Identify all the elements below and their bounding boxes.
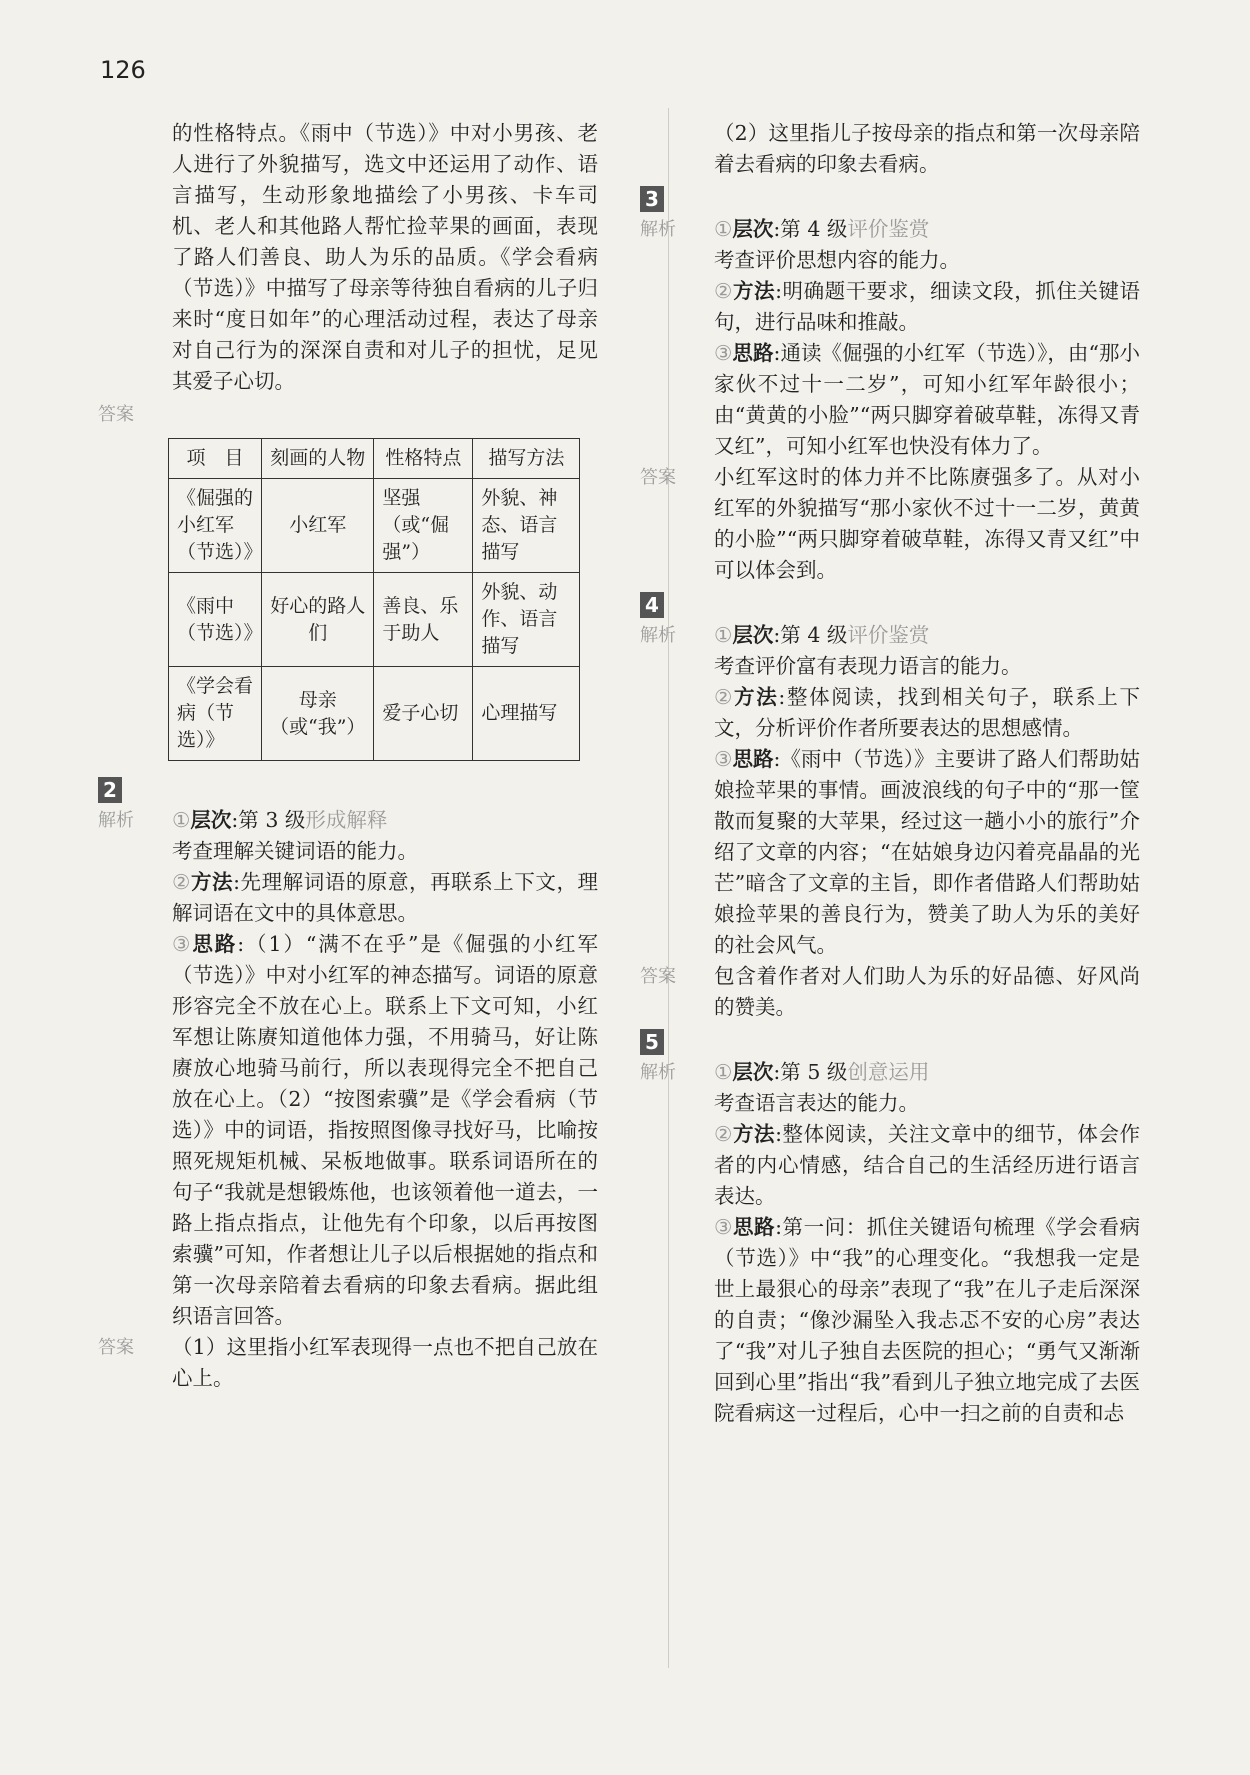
analysis-tag: 解析	[640, 1062, 676, 1083]
answer-tag: 答案	[98, 1337, 134, 1358]
analysis-tag: 解析	[98, 810, 134, 831]
q2-answer-block	[98, 1332, 598, 1394]
q2-answer-2-block	[640, 118, 1140, 180]
method-line: ②方法:明确题干要求，细读文段，抓住关键语句，进行品味和推敲。	[714, 279, 1141, 334]
analysis-tag: 解析	[640, 219, 676, 240]
table-cell: 外貌、神态、语言描写	[473, 479, 580, 573]
method-line: ②方法:整体阅读，关注文章中的细节，体会作者的内心情感，结合自己的生活经历进行语言表达。	[714, 1122, 1141, 1208]
level-line: ①层次:第 4 级评价鉴赏	[714, 217, 930, 241]
intro-block	[98, 118, 598, 397]
table-header-cell: 描写方法	[473, 439, 580, 479]
level-line: ①层次:第 3 级形成解释	[172, 808, 388, 832]
table-cell: 《雨中（节选）》	[169, 573, 262, 667]
page-number: 126	[100, 56, 146, 84]
table-cell: 心理描写	[473, 667, 580, 761]
answer-tag: 答案	[98, 404, 134, 425]
table-row	[169, 479, 580, 573]
table-row	[169, 667, 580, 761]
q2-answer-2: （2）这里指儿子按母亲的指点和第一次母亲陪着去看病的印象去看病。	[714, 121, 1140, 176]
answer-table	[168, 438, 580, 761]
idea-line: ③思路:（1）“满不在乎”是《倔强的小红军（节选）》中对小红军的神态描写。词语的原意形容完全不放在心上。联系上下文可知，小红军想让陈赓知道他体力强，不用骑马，好让陈赓放心地骑马前行，所以表现得完全不把自己放在心上。（2）“按图索骥”是《学会看病（节选）》中的词语，指按照图像寻找好马，比喻按照死规矩机械、呆板地做事。联系词语所在的句子“我就是想锻炼他，也该领着他一道去，一路上指点指点，让他先有个印象，以后再按图索骥”可知，作者想让儿子以后根据她的指点和第一次母亲陪着去看病的印象去看病。据此组织语言回答。	[172, 932, 598, 1328]
question-number-5: 5	[640, 1029, 664, 1055]
idea-line: ③思路:《雨中（节选）》主要讲了路人们帮助姑娘捡苹果的事情。画波浪线的句子中的“那一筐散而复聚的大苹果，经过这一趟小小的旅行”介绍了文章的内容；“在姑娘身边闪着亮晶晶的光芒”暗含了文章的主旨，即作者借路人们帮助姑娘捡苹果的善良行为，赞美了助人为乐的美好的社会风气。	[714, 747, 1141, 957]
intro-paragraph: 的性格特点。《雨中（节选）》中对小男孩、老人进行了外貌描写，选文中还运用了动作、语言描写，生动形象地描绘了小男孩、卡车司机、老人和其他路人帮忙捡苹果的画面，表现了路人们善良、助人为乐的品质。《学会看病（节选）》中描写了母亲等待独自看病的儿子归来时“度日如年”的心理活动过程，表达了母亲对自己行为的深深自责和对儿子的担忧，足见其爱子心切。	[172, 121, 598, 393]
question-number-3: 3	[640, 186, 664, 212]
q5-analysis-block	[640, 1057, 1140, 1429]
analysis-tag: 解析	[640, 625, 676, 646]
table-cell: 坚强（或“倔强”）	[374, 479, 473, 573]
answer-tag: 答案	[640, 467, 676, 488]
table-cell: 善良、乐于助人	[374, 573, 473, 667]
level-line: ①层次:第 5 级创意运用	[714, 1060, 930, 1084]
q4-analysis-block	[640, 620, 1140, 961]
table-cell: 好心的路人们	[262, 573, 374, 667]
q4-answer: 包含着作者对人们助人为乐的好品德、好风尚的赞美。	[714, 964, 1140, 1019]
idea-line: ③思路:第一问：抓住关键语句梳理《学会看病（节选）》中“我”的心理变化。“我想我一定是世上最狠心的母亲”表现了“我”在儿子走后深深的自责；“像沙漏坠入我忐忑不安的心房”表达了“我”对儿子独自去医院的担心；“勇气又渐渐回到心里”指出“我”看到儿子独立地完成了去医院看病这一过程后，心中一扫之前的自责和忐	[714, 1215, 1141, 1425]
left-column	[98, 118, 598, 1394]
table-cell: 爱子心切	[374, 667, 473, 761]
q3-answer: 小红军这时的体力并不比陈赓强多了。从对小红军的外貌描写“那小家伙不过十一二岁，黄黄的小脸”“两只脚穿着破草鞋，冻得又青又红”中可以体会到。	[714, 465, 1140, 582]
question-number-2: 2	[98, 777, 122, 803]
table-cell: 小红军	[262, 479, 374, 573]
table-row	[169, 573, 580, 667]
level-desc: 考查理解关键词语的能力。	[172, 839, 418, 863]
table-header-row	[169, 439, 580, 479]
table-cell: 母亲（或“我”）	[262, 667, 374, 761]
table-cell: 外貌、动作、语言描写	[473, 573, 580, 667]
level-desc: 考查评价富有表现力语言的能力。	[714, 654, 1022, 678]
question-number-4: 4	[640, 592, 664, 618]
q3-answer-block	[640, 462, 1140, 586]
right-column	[640, 118, 1140, 1429]
answer-tag: 答案	[640, 966, 676, 987]
table-header-cell: 性格特点	[374, 439, 473, 479]
q2-answer-1: （1）这里指小红军表现得一点也不把自己放在心上。	[172, 1335, 598, 1390]
table-header-cell: 刻画的人物	[262, 439, 374, 479]
q3-analysis-block	[640, 214, 1140, 462]
level-desc: 考查评价思想内容的能力。	[714, 248, 960, 272]
level-desc: 考查语言表达的能力。	[714, 1091, 919, 1115]
method-line: ②方法:整体阅读，找到相关句子，联系上下文，分析评价作者所要表达的思想感情。	[714, 685, 1140, 740]
table-answer-block	[98, 399, 598, 430]
table-header-cell: 项 目	[169, 439, 262, 479]
table-cell: 《倔强的小红军（节选）》	[169, 479, 262, 573]
q4-answer-block	[640, 961, 1140, 1023]
idea-line: ③思路:通读《倔强的小红军（节选）》，由“那小家伙不过十一二岁”，可知小红军年龄很小；由“黄黄的小脸”“两只脚穿着破草鞋，冻得又青又红”，可知小红军也快没有体力了。	[714, 341, 1141, 458]
q2-analysis-block	[98, 805, 598, 1332]
method-line: ②方法:先理解词语的原意，再联系上下文，理解词语在文中的具体意思。	[172, 870, 599, 925]
table-cell: 《学会看病（节选）》	[169, 667, 262, 761]
level-line: ①层次:第 4 级评价鉴赏	[714, 623, 930, 647]
